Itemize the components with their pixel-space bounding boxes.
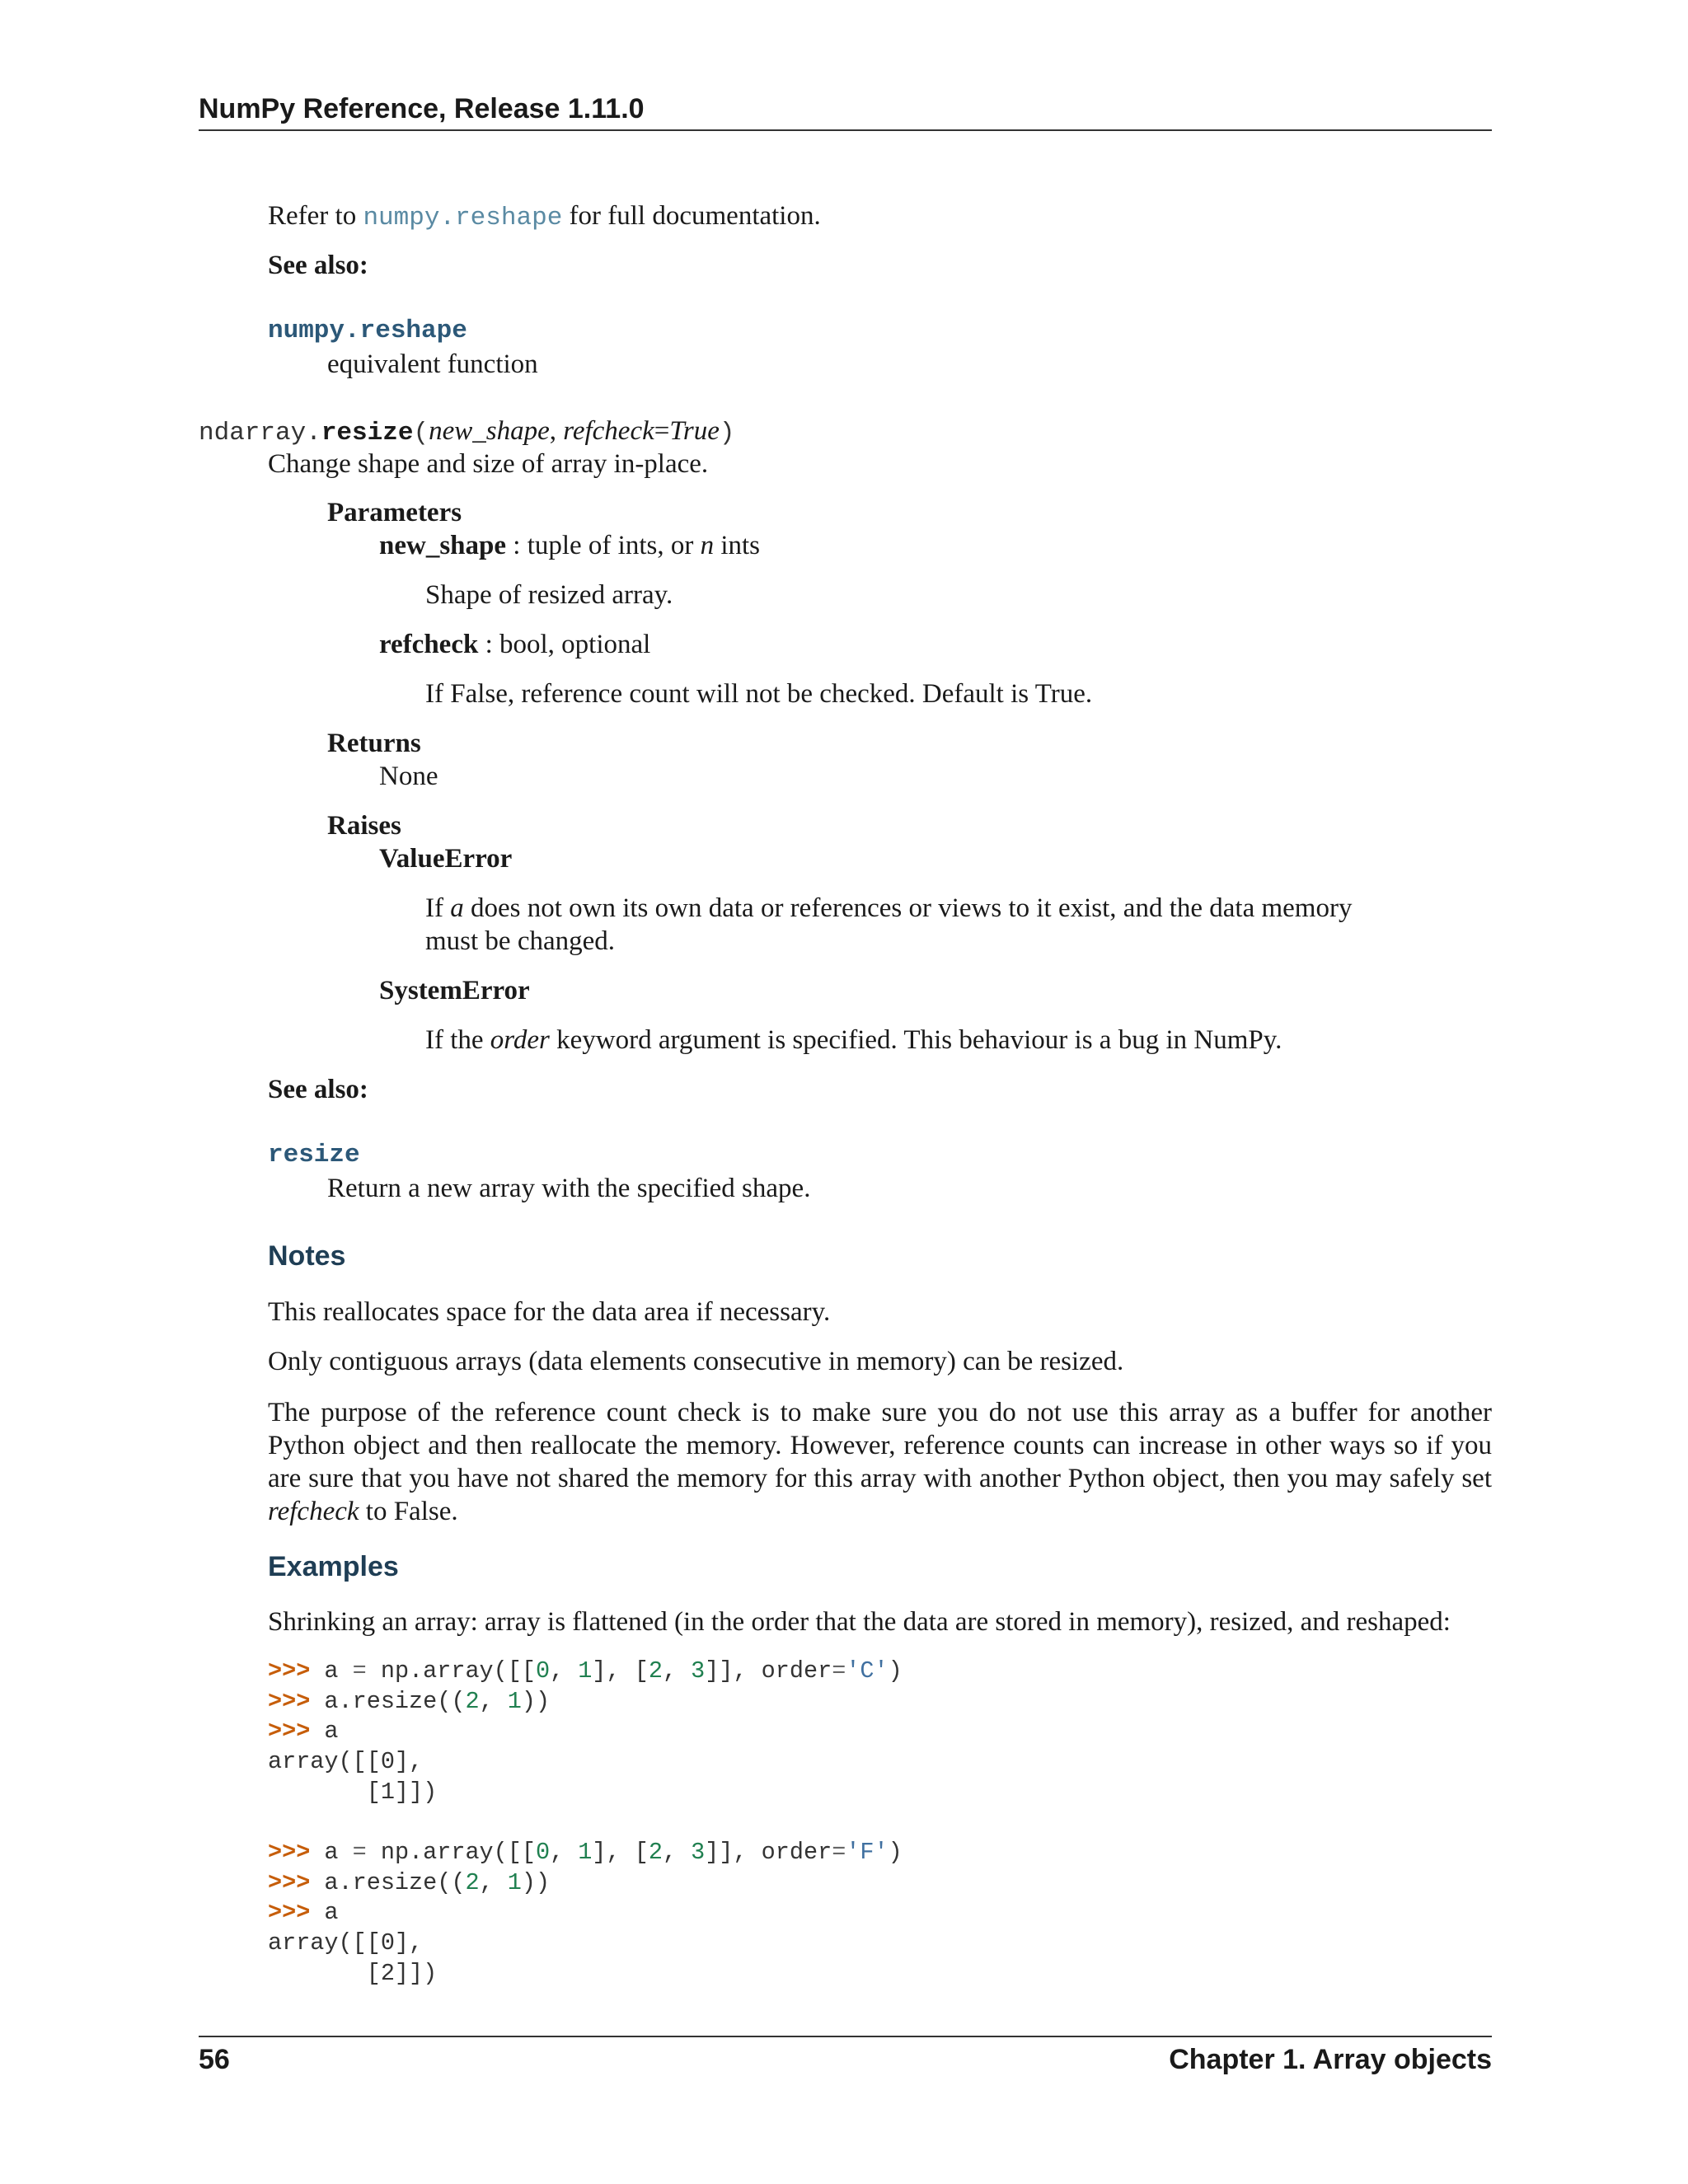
signature-paren-open: ( — [413, 419, 429, 448]
raises-valueerror: ValueError — [379, 844, 513, 874]
signature-default: True — [669, 416, 720, 446]
see-also-label-2: See also: — [268, 1075, 368, 1104]
signature-paren-close: ) — [719, 419, 735, 448]
raises-valueerror-desc-line2: must be changed. — [425, 926, 616, 956]
code-block-2: >>> a = np.array([[0, 1], [2, 3]], order='F') >>> a.resize((2, 1)) >>> a array([[0], [2]]) — [268, 1839, 903, 1987]
notes-paragraph-3: The purpose of the reference count check is to make sure you do not use this array as a buffer for another Python object and then reallocate the memory. However, reference counts can increase in other ways so if you are sure that you have not shared the memory for this array with another Python object, then you may safely set refcheck to False. — [268, 1398, 1492, 1526]
notes-paragraph-2: Only contiguous arrays (data elements consecutive in memory) can be resized. — [268, 1347, 1124, 1376]
numpy-reshape-link[interactable]: numpy.reshape — [363, 204, 563, 232]
notes-paragraph-1: This reallocates space for the data area if necessary. — [268, 1297, 831, 1327]
running-header-title: NumPy Reference, Release 1.11.0 — [199, 93, 645, 124]
header-rule — [199, 129, 1492, 131]
code-block-1: >>> a = np.array([[0, 1], [2, 3]], order='C') >>> a.resize((2, 1)) >>> a array([[0], [1]]) — [268, 1657, 903, 1806]
method-summary: Change shape and size of array in-place. — [268, 449, 709, 479]
signature-method-name: resize — [321, 419, 414, 448]
refer-suffix: for full documentation. — [562, 201, 821, 231]
refer-line — [268, 201, 821, 232]
raises-systemerror: SystemError — [379, 976, 530, 1005]
notes-heading: Notes — [268, 1240, 346, 1272]
see-also-numpy-reshape-link[interactable]: numpy.reshape — [268, 316, 467, 345]
returns-value: None — [379, 762, 438, 791]
raises-systemerror-desc: If the order keyword argument is specified. This behaviour is a bug in NumPy. — [425, 1025, 1282, 1055]
signature-arg-refcheck: refcheck — [563, 416, 654, 446]
param-refcheck: refcheck : bool, optional — [379, 630, 651, 659]
refer-prefix: Refer to — [268, 201, 363, 231]
param-new-shape-name: new_shape — [379, 531, 507, 560]
parameters-label: Parameters — [327, 498, 462, 527]
param-new-shape-desc: Shape of resized array. — [425, 580, 673, 610]
examples-heading: Examples — [268, 1551, 399, 1582]
see-also-resize-desc: Return a new array with the specified shape. — [327, 1174, 811, 1203]
footer-rule — [199, 2036, 1492, 2037]
method-signature — [199, 416, 735, 448]
footer-page-number: 56 — [199, 2044, 230, 2075]
signature-class: ndarray. — [199, 419, 321, 448]
signature-arg-new-shape: new_shape — [429, 416, 550, 446]
signature-comma: , — [549, 416, 564, 446]
see-also-resize-link[interactable]: resize — [268, 1141, 360, 1169]
footer-chapter: Chapter 1. Array objects — [1169, 2044, 1492, 2075]
returns-label: Returns — [327, 729, 421, 758]
signature-equals: = — [654, 416, 670, 446]
see-also-description: equivalent function — [327, 349, 538, 379]
examples-intro: Shrinking an array: array is flattened (in the order that the data are stored in memory), resized, and reshaped: — [268, 1607, 1451, 1637]
param-refcheck-desc: If False, reference count will not be checked. Default is True. — [425, 679, 1093, 709]
param-new-shape: new_shape : tuple of ints, or n ints — [379, 531, 761, 560]
see-also-label: See also: — [268, 251, 368, 280]
param-refcheck-name: refcheck — [379, 630, 479, 659]
raises-valueerror-desc-line1: If a does not own its own data or references or views to it exist, and the data memory — [425, 893, 1353, 923]
raises-label: Raises — [327, 811, 401, 841]
